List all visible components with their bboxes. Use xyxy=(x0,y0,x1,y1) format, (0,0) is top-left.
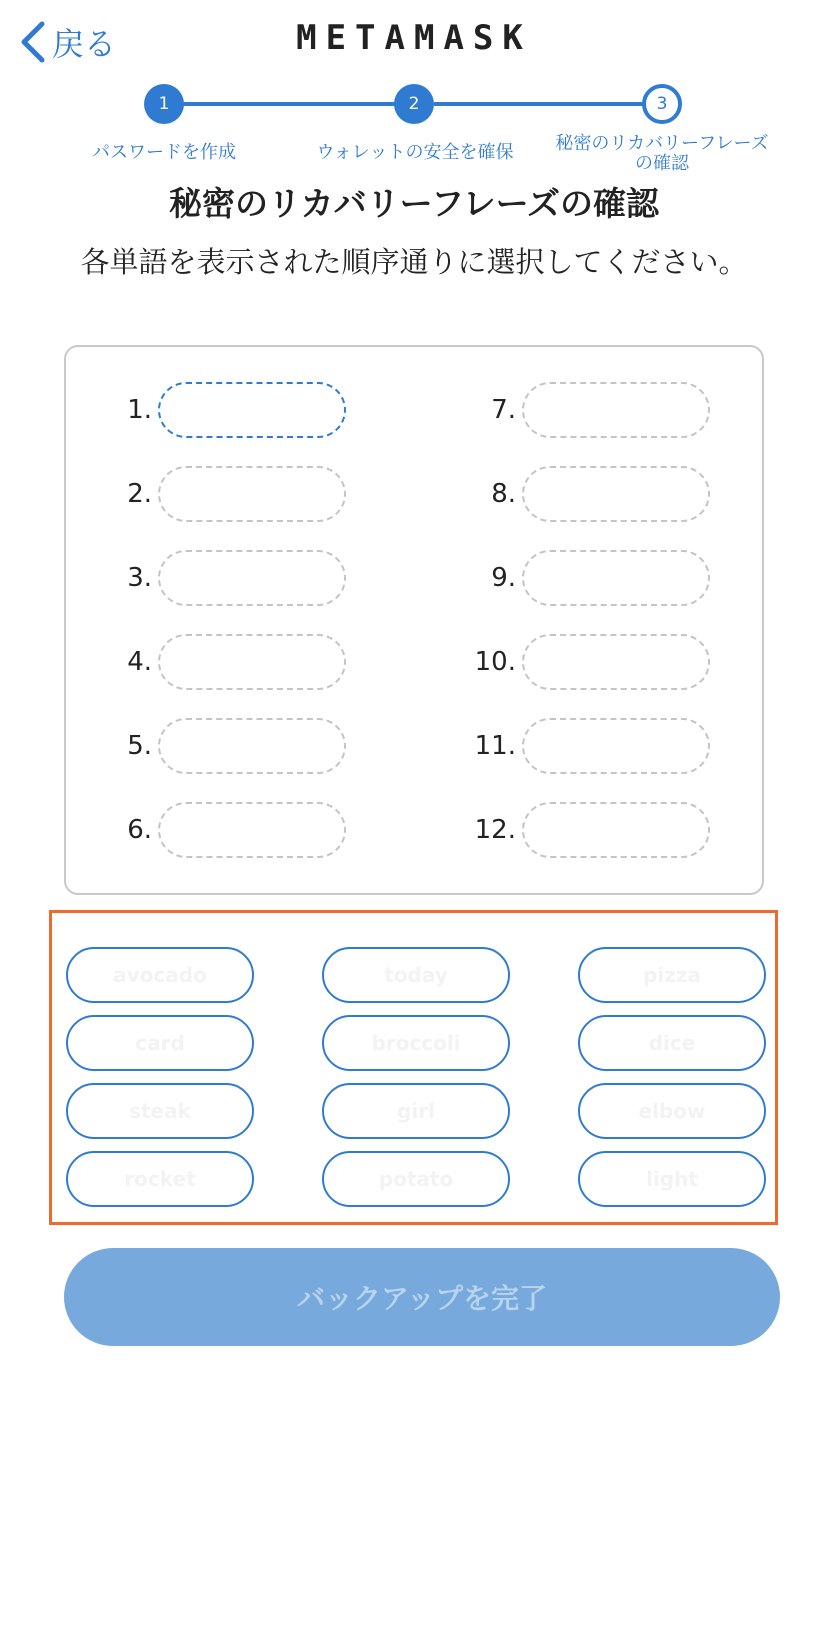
step-2-label: ウォレットの安全を確保 xyxy=(316,142,514,163)
word-chip[interactable]: elbow xyxy=(578,1083,766,1139)
slot-number: 6. xyxy=(127,815,152,845)
slot-box[interactable] xyxy=(158,802,346,858)
slot-box[interactable] xyxy=(158,466,346,522)
word-chip[interactable]: steak xyxy=(66,1083,254,1139)
word-chip[interactable]: today xyxy=(322,947,510,1003)
phrase-slot[interactable] xyxy=(442,550,710,606)
slot-number: 1. xyxy=(127,395,152,425)
step-3-circle: 3 xyxy=(642,84,682,124)
page-title: 秘密のリカバリーフレーズの確認 xyxy=(168,184,660,223)
phrase-slot[interactable] xyxy=(442,802,710,858)
slot-number: 11. xyxy=(474,731,516,761)
word-chip[interactable]: avocado xyxy=(66,947,254,1003)
phrase-slot[interactable] xyxy=(78,382,346,438)
slot-box[interactable] xyxy=(522,466,710,522)
brand-logo: METAMASK xyxy=(296,18,532,58)
word-chip[interactable]: dice xyxy=(578,1015,766,1071)
slot-box[interactable] xyxy=(522,634,710,690)
slot-number: 7. xyxy=(491,395,516,425)
step-1-circle: 1 xyxy=(144,84,184,124)
slot-box[interactable] xyxy=(522,802,710,858)
phrase-slot[interactable] xyxy=(78,718,346,774)
phrase-slot[interactable] xyxy=(442,382,710,438)
phrase-slot[interactable] xyxy=(78,466,346,522)
step-connector xyxy=(176,102,396,106)
slot-number: 8. xyxy=(491,479,516,509)
instructions-text: 各単語を表示された順序通りに選択してください。 xyxy=(80,245,748,279)
word-chip[interactable]: broccoli xyxy=(322,1015,510,1071)
slot-box[interactable] xyxy=(522,718,710,774)
phrase-slot[interactable] xyxy=(78,634,346,690)
slot-box[interactable] xyxy=(158,634,346,690)
back-label: 戻る xyxy=(52,25,117,63)
slot-box[interactable] xyxy=(522,382,710,438)
step-3-label: 秘密のリカバリーフレーズ の確認 xyxy=(555,133,769,174)
phrase-slots-panel xyxy=(64,345,764,895)
slot-number: 2. xyxy=(127,479,152,509)
step-connector xyxy=(434,102,644,106)
phrase-slot[interactable] xyxy=(442,466,710,522)
slot-box[interactable] xyxy=(158,550,346,606)
slot-box[interactable] xyxy=(158,718,346,774)
word-choices-area xyxy=(49,910,778,1225)
word-chip[interactable]: potato xyxy=(322,1151,510,1207)
slot-box[interactable] xyxy=(522,550,710,606)
word-chip[interactable]: rocket xyxy=(66,1151,254,1207)
word-chip[interactable]: pizza xyxy=(578,947,766,1003)
slot-number: 10. xyxy=(474,647,516,677)
step-1-label: パスワードを作成 xyxy=(92,142,236,163)
phrase-slot[interactable] xyxy=(78,802,346,858)
slot-number: 5. xyxy=(127,731,152,761)
phrase-slot[interactable] xyxy=(442,634,710,690)
word-chip[interactable]: light xyxy=(578,1151,766,1207)
phrase-slot[interactable] xyxy=(442,718,710,774)
complete-backup-button[interactable]: バックアップを完了 xyxy=(64,1248,780,1346)
slot-number: 4. xyxy=(127,647,152,677)
slot-number: 9. xyxy=(491,563,516,593)
word-chip[interactable]: girl xyxy=(322,1083,510,1139)
step-2-circle: 2 xyxy=(394,84,434,124)
word-chip[interactable]: card xyxy=(66,1015,254,1071)
slot-box-active[interactable] xyxy=(158,382,346,438)
slot-number: 12. xyxy=(474,815,516,845)
phrase-slot[interactable] xyxy=(78,550,346,606)
slot-number: 3. xyxy=(127,563,152,593)
